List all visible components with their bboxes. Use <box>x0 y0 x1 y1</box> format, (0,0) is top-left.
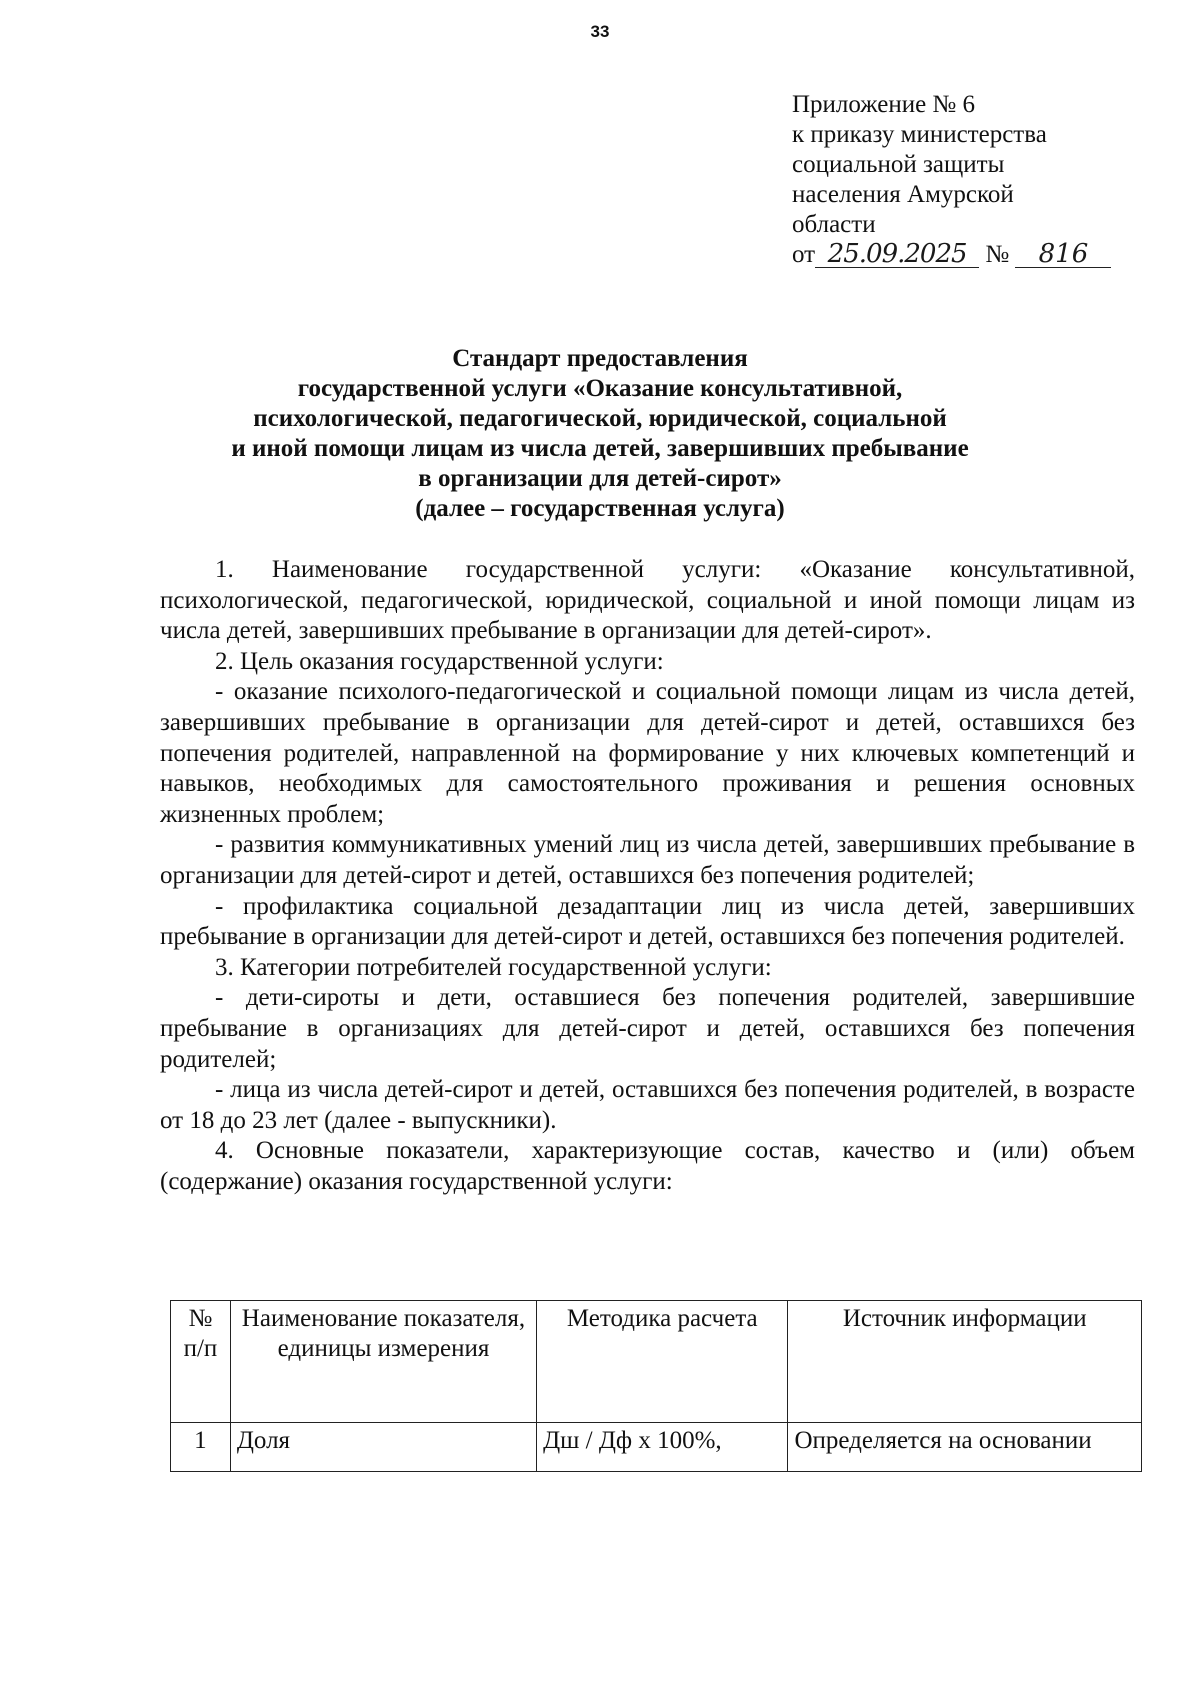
title-line: (далее – государственная услуга) <box>415 495 785 522</box>
title-line: в организации для детей-сирот» <box>418 465 782 492</box>
page-number: 33 <box>590 22 610 41</box>
table-header-row <box>171 1301 1142 1423</box>
table-cell: Определяется на основании <box>788 1423 1142 1472</box>
document-title <box>150 344 1050 524</box>
title-line: государственной услуги «Оказание консультативной, <box>297 375 903 402</box>
table-cell: Дш / Дф х 100%, <box>537 1423 788 1472</box>
appendix-line: Приложение № 6 <box>792 91 976 118</box>
handwritten-number: 816 <box>1015 241 1111 268</box>
paragraph-goal-item: - профилактика социальной дезадаптации лиц из числа детей, завершивших пребывание в организации для детей-сирот и детей, оставшихся без попечения родителей. <box>160 892 1135 951</box>
appendix-line: области <box>792 211 876 238</box>
table-header-cell: Методика расчета <box>537 1301 788 1423</box>
handwritten-date: 25.09.2025 <box>815 241 979 268</box>
paragraph-indicators-heading: 4. Основные показатели, характеризующие состав, качество и (или) объем (содержание) оказания государственной услуги: <box>160 1137 1135 1195</box>
order-date-number-line <box>792 240 1122 270</box>
table-cell: 1 <box>171 1423 231 1472</box>
table-header-cell: Источник информации <box>788 1301 1142 1423</box>
document-body <box>160 555 1135 1197</box>
paragraph-category-item: - лица из числа детей-сирот и детей, оставшихся без попечения родителей, в возрасте от 18 до 23 лет (далее - выпускники). <box>160 1076 1135 1134</box>
paragraph-category-item: - дети-сироты и дети, оставшиеся без попечения родителей, завершившие пребывание в организациях для детей-сирот и детей, оставшихся без попечения родителей; <box>160 984 1135 1073</box>
date-prefix: от <box>792 241 816 268</box>
number-label: № <box>985 241 1010 268</box>
appendix-line: населения Амурской <box>792 181 1014 208</box>
paragraph-service-name: 1. Наименование государственной услуги: «Оказание консультативной, психологической, педагогической, юридической, социальной и иной помощи лицам из числа детей, завершивших пребывание в организации для детей-сирот». <box>160 556 1135 645</box>
paragraph-categories-heading: 3. Категории потребителей государственной услуги: <box>215 953 772 981</box>
paragraph-goal-item: - развития коммуникативных умений лиц из числа детей, завершивших пребывание в организации для детей-сирот и детей, оставшихся без попечения родителей; <box>160 831 1135 889</box>
appendix-line: социальной защиты <box>792 151 1005 178</box>
paragraph-goal-heading: 2. Цель оказания государственной услуги: <box>215 647 664 675</box>
paragraph-goal-item: - оказание психолого-педагогической и социальной помощи лицам из числа детей, завершивших пребывание в организации для детей-сирот и детей, оставшихся без попечения родителей, направленной на формирование у них ключевых компетенций и навыков, необходимых для самостоятельного проживания и решения основных жизненных проблем; <box>160 678 1135 828</box>
table-row <box>171 1423 1142 1472</box>
appendix-block <box>792 90 1122 270</box>
appendix-line: к приказу министерства <box>792 121 1047 148</box>
title-line: Стандарт предоставления <box>452 345 748 372</box>
title-line: психологической, педагогической, юридической, социальной <box>253 405 947 432</box>
title-line: и иной помощи лицам из числа детей, завершивших пребывание <box>231 435 969 462</box>
table-header-cell: Наименование показателя, единицы измерения <box>230 1301 536 1423</box>
table-header-cell: № п/п <box>171 1301 231 1423</box>
indicators-table <box>170 1300 1142 1472</box>
table-cell: Доля <box>230 1423 536 1472</box>
